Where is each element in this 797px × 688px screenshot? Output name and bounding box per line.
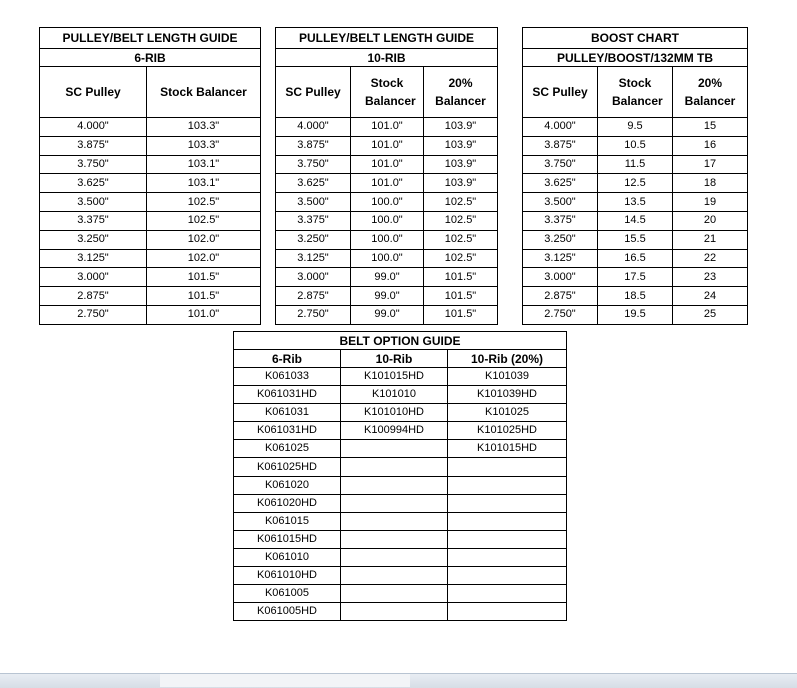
- table-cell: 102.5": [147, 211, 261, 230]
- table-cell: 100.0": [351, 211, 424, 230]
- table-row: [40, 268, 261, 287]
- table-cell: K101039HD: [448, 386, 567, 404]
- table-cell: [448, 494, 567, 512]
- table-cell: 13.5: [598, 193, 673, 212]
- table-row: [523, 287, 748, 306]
- table-row: [40, 287, 261, 306]
- table-cell: 3.625": [40, 174, 147, 193]
- table-cell: [448, 512, 567, 530]
- table-cell: 2.750": [40, 305, 147, 324]
- table-cell: 3.875": [40, 136, 147, 155]
- table-cell: 3.000": [40, 268, 147, 287]
- table-row: [40, 118, 261, 137]
- table-row: [276, 136, 498, 155]
- column-header: Stock Balancer: [147, 67, 261, 118]
- table-row: [40, 211, 261, 230]
- table-cell: 3.625": [523, 174, 598, 193]
- table-cell: 103.9": [424, 118, 498, 137]
- table-row: [276, 211, 498, 230]
- table-cell: 3.000": [276, 268, 351, 287]
- table-row: [523, 249, 748, 268]
- table-cell: 16.5: [598, 249, 673, 268]
- table-cell: 100.0": [351, 230, 424, 249]
- table-cell: 3.125": [40, 249, 147, 268]
- table-title: PULLEY/BELT LENGTH GUIDE: [40, 28, 261, 49]
- table-cell: 3.250": [523, 230, 598, 249]
- boost-chart-table: [522, 27, 748, 325]
- table-cell: 102.0": [147, 230, 261, 249]
- column-header: 20% Balancer: [424, 67, 498, 118]
- table-cell: 101.0": [351, 118, 424, 137]
- table-row: [234, 512, 567, 530]
- table-cell: [341, 440, 448, 458]
- table-cell: K061015: [234, 512, 341, 530]
- table-cell: 102.5": [147, 193, 261, 212]
- table-cell: [341, 567, 448, 585]
- table-cell: K061010HD: [234, 567, 341, 585]
- table-row: [276, 193, 498, 212]
- table-row: [40, 193, 261, 212]
- table-row: [276, 268, 498, 287]
- belt-option-guide-table: [233, 331, 567, 621]
- table-row: [523, 136, 748, 155]
- table-row: [523, 230, 748, 249]
- table-cell: 103.1": [147, 174, 261, 193]
- table-cell: 17: [673, 155, 748, 174]
- table-cell: K101025HD: [448, 422, 567, 440]
- table-cell: [448, 458, 567, 476]
- table-cell: 3.875": [276, 136, 351, 155]
- table-cell: [448, 567, 567, 585]
- table-cell: 103.9": [424, 136, 498, 155]
- table-subtitle: 10-RIB: [276, 49, 498, 67]
- table-cell: 2.875": [276, 287, 351, 306]
- column-header: SC Pulley: [523, 67, 598, 118]
- table-row: [276, 305, 498, 324]
- table-cell: 3.375": [523, 211, 598, 230]
- table-subtitle: 6-RIB: [40, 49, 261, 67]
- table-cell: 99.0": [351, 268, 424, 287]
- table-row: [234, 440, 567, 458]
- table-cell: [448, 585, 567, 603]
- table-cell: K101039: [448, 368, 567, 386]
- table-cell: 3.375": [40, 211, 147, 230]
- table-row: [276, 155, 498, 174]
- table-row: [40, 174, 261, 193]
- table-cell: 3.625": [276, 174, 351, 193]
- table-cell: 4.000": [523, 118, 598, 137]
- column-header: SC Pulley: [40, 67, 147, 118]
- table-cell: 101.5": [424, 287, 498, 306]
- table-cell: [341, 512, 448, 530]
- table-cell: 2.750": [276, 305, 351, 324]
- table-cell: 18.5: [598, 287, 673, 306]
- table-cell: K101010HD: [341, 404, 448, 422]
- pulley-belt-guide-6rib-table: [39, 27, 261, 325]
- table-cell: 103.9": [424, 174, 498, 193]
- table-cell: K061010: [234, 548, 341, 566]
- table-row: [234, 368, 567, 386]
- table-row: [234, 386, 567, 404]
- table-cell: 102.5": [424, 249, 498, 268]
- table-cell: K101015HD: [448, 440, 567, 458]
- table-cell: [448, 603, 567, 621]
- table-cell: 101.0": [147, 305, 261, 324]
- table-cell: 3.125": [276, 249, 351, 268]
- table-cell: 102.0": [147, 249, 261, 268]
- table-cell: K061005: [234, 585, 341, 603]
- table-cell: 3.500": [276, 193, 351, 212]
- table-cell: 99.0": [351, 287, 424, 306]
- table-cell: 101.0": [351, 136, 424, 155]
- column-header: 6-Rib: [234, 350, 341, 368]
- table-cell: 25: [673, 305, 748, 324]
- table-row: [234, 530, 567, 548]
- table-row: [40, 230, 261, 249]
- table-cell: 101.0": [351, 155, 424, 174]
- table-cell: 15.5: [598, 230, 673, 249]
- table-cell: [341, 585, 448, 603]
- table-cell: 103.9": [424, 155, 498, 174]
- scrollbar-thumb[interactable]: [160, 674, 410, 687]
- table-row: [234, 404, 567, 422]
- table-cell: 24: [673, 287, 748, 306]
- column-header: Stock Balancer: [351, 67, 424, 118]
- table-cell: 101.5": [424, 268, 498, 287]
- table-row: [523, 118, 748, 137]
- table-row: [523, 155, 748, 174]
- table-cell: 3.500": [40, 193, 147, 212]
- table-cell: [448, 476, 567, 494]
- table-row: [276, 118, 498, 137]
- column-header: SC Pulley: [276, 67, 351, 118]
- table-cell: K061025: [234, 440, 341, 458]
- table-cell: 101.0": [351, 174, 424, 193]
- table-cell: [341, 603, 448, 621]
- table-cell: 102.5": [424, 211, 498, 230]
- table-cell: 3.750": [523, 155, 598, 174]
- table-row: [523, 305, 748, 324]
- table-cell: K061020HD: [234, 494, 341, 512]
- table-title: PULLEY/BELT LENGTH GUIDE: [276, 28, 498, 49]
- table-row: [234, 422, 567, 440]
- table-cell: 3.250": [40, 230, 147, 249]
- table-cell: K061033: [234, 368, 341, 386]
- table-cell: 9.5: [598, 118, 673, 137]
- table-cell: 103.1": [147, 155, 261, 174]
- table-row: [234, 476, 567, 494]
- table-row: [523, 174, 748, 193]
- table-row: [234, 603, 567, 621]
- table-cell: 3.250": [276, 230, 351, 249]
- table-cell: [448, 530, 567, 548]
- table-cell: 20: [673, 211, 748, 230]
- table-row: [234, 494, 567, 512]
- table-cell: K061031HD: [234, 422, 341, 440]
- table-cell: 19: [673, 193, 748, 212]
- table-row: [40, 155, 261, 174]
- table-cell: 101.5": [147, 268, 261, 287]
- table-cell: 21: [673, 230, 748, 249]
- table-cell: K061020: [234, 476, 341, 494]
- table-cell: 3.875": [523, 136, 598, 155]
- table-cell: 101.5": [147, 287, 261, 306]
- table-cell: 101.5": [424, 305, 498, 324]
- table-cell: 11.5: [598, 155, 673, 174]
- table-cell: K101015HD: [341, 368, 448, 386]
- table-cell: K101010: [341, 386, 448, 404]
- table-cell: 100.0": [351, 193, 424, 212]
- column-header: 20% Balancer: [673, 67, 748, 118]
- table-cell: 18: [673, 174, 748, 193]
- column-header: Stock Balancer: [598, 67, 673, 118]
- table-cell: [341, 494, 448, 512]
- table-row: [234, 585, 567, 603]
- table-row: [523, 211, 748, 230]
- table-row: [234, 458, 567, 476]
- table-cell: 4.000": [276, 118, 351, 137]
- table-row: [276, 230, 498, 249]
- table-cell: [341, 458, 448, 476]
- table-cell: 100.0": [351, 249, 424, 268]
- table-cell: 3.125": [523, 249, 598, 268]
- pulley-belt-guide-10rib-table: [275, 27, 498, 325]
- table-title: BELT OPTION GUIDE: [234, 332, 567, 350]
- table-cell: 3.000": [523, 268, 598, 287]
- table-cell: 22: [673, 249, 748, 268]
- table-row: [234, 567, 567, 585]
- table-cell: 102.5": [424, 230, 498, 249]
- table-row: [276, 249, 498, 268]
- column-header: 10-Rib: [341, 350, 448, 368]
- table-cell: [448, 548, 567, 566]
- table-row: [40, 249, 261, 268]
- table-cell: 19.5: [598, 305, 673, 324]
- table-row: [523, 268, 748, 287]
- table-row: [40, 136, 261, 155]
- table-cell: K061015HD: [234, 530, 341, 548]
- table-cell: 99.0": [351, 305, 424, 324]
- table-cell: 103.3": [147, 136, 261, 155]
- table-cell: 15: [673, 118, 748, 137]
- table-title: BOOST CHART: [523, 28, 748, 49]
- table-cell: K061031: [234, 404, 341, 422]
- table-row: [523, 193, 748, 212]
- table-cell: 102.5": [424, 193, 498, 212]
- table-cell: 2.875": [523, 287, 598, 306]
- table-cell: 103.3": [147, 118, 261, 137]
- table-cell: K061005HD: [234, 603, 341, 621]
- table-row: [276, 174, 498, 193]
- table-cell: K100994HD: [341, 422, 448, 440]
- table-cell: 17.5: [598, 268, 673, 287]
- table-row: [276, 287, 498, 306]
- table-cell: 23: [673, 268, 748, 287]
- table-cell: 4.000": [40, 118, 147, 137]
- table-cell: 3.500": [523, 193, 598, 212]
- table-cell: 3.750": [40, 155, 147, 174]
- table-cell: K061031HD: [234, 386, 341, 404]
- table-cell: 3.375": [276, 211, 351, 230]
- table-cell: 10.5: [598, 136, 673, 155]
- table-cell: 14.5: [598, 211, 673, 230]
- table-cell: 12.5: [598, 174, 673, 193]
- table-cell: [341, 548, 448, 566]
- table-cell: 3.750": [276, 155, 351, 174]
- table-cell: K061025HD: [234, 458, 341, 476]
- table-subtitle: PULLEY/BOOST/132MM TB: [523, 49, 748, 67]
- table-cell: 16: [673, 136, 748, 155]
- table-cell: 2.875": [40, 287, 147, 306]
- table-cell: [341, 476, 448, 494]
- table-cell: [341, 530, 448, 548]
- column-header: 10-Rib (20%): [448, 350, 567, 368]
- table-cell: 2.750": [523, 305, 598, 324]
- table-row: [234, 548, 567, 566]
- table-cell: K101025: [448, 404, 567, 422]
- table-row: [40, 305, 261, 324]
